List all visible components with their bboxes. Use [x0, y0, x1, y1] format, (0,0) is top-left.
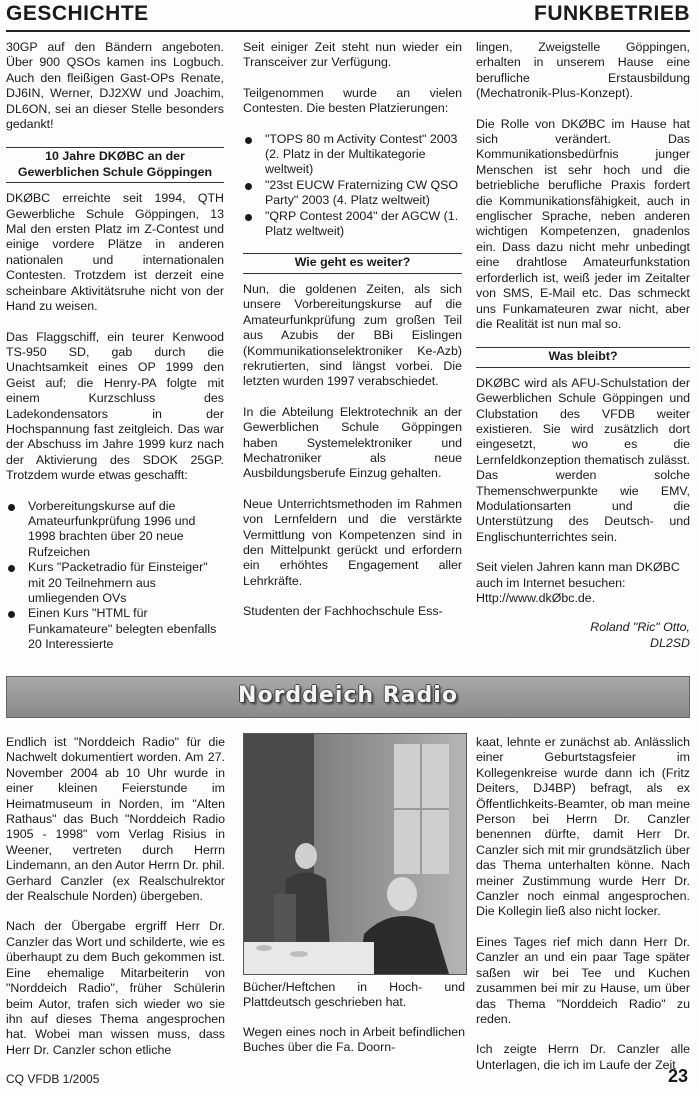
upper-column-2 — [243, 40, 462, 620]
list-item: "23st EUCW Fraternizing CW QSO Party" 2003 (4. Platz weltweit) — [243, 178, 462, 209]
lower-column-3 — [476, 735, 690, 1073]
footer-publication: CQ VFDB 1/2005 — [6, 1072, 100, 1086]
paragraph: Die Rolle von DKØBC im Hause hat sich verändert. Das Kommunikationsbedürfnis junger Menschen ist sehr hoch und die betriebliche berufliche Praxis fordert die Kommunikationsfähigkeit, auch in englischer Sprache, neben anderen wichtigen Kompetenzen, gnadenlos ein. Dass dazu nicht mehr unbedingt eine drahtlose Amateurfunkstation erforderlich ist, weiß jeder im Zeitalter von SMS, E-Mail etc. Das schmeckt uns Funkamateuren zwar nicht, aber die Realität ist nun mal so. — [476, 116, 690, 331]
heading-line: Gewerblichen Schule Göppingen — [17, 164, 213, 179]
paragraph: Wegen eines noch in Arbeit befindlichen Buches über die Fa. Doorn- — [243, 1024, 465, 1055]
section-heading — [6, 147, 224, 183]
paragraph: Seit einiger Zeit steht nun wieder ein Transceiver zur Verfügung. — [243, 40, 462, 70]
paragraph: Bücher/Heftchen in Hoch- und Plattdeutsch geschrieben hat. — [243, 980, 465, 1010]
bullet-list — [243, 132, 462, 240]
list-item: "QRP Contest 2004" der AGCW (1. Platz weltweit) — [243, 209, 462, 240]
author-signature: Roland "Ric" Otto, — [590, 620, 690, 635]
upper-column-3 — [476, 40, 690, 651]
list-item: Einen Kurs "HTML für Funkamateure" belegten ebenfalls 20 Interessierte — [6, 606, 224, 652]
heading-line: 10 Jahre DKØBC an der — [45, 149, 185, 164]
paragraph: Teilgenommen wurde an vielen Contesten. Die besten Platzierungen: — [243, 85, 462, 116]
list-item: "TOPS 80 m Activity Contest" 2003 (2. Platz in der Multikategorie weltweit) — [243, 132, 462, 178]
article-banner — [6, 676, 690, 718]
paragraph: DKØBC wird als AFU-Schulstation der Gewerblichen Schule Göppingen und Clubstation des VFDB weiter existieren. Sie wird zusätzlich dort eingesetzt, wo es die Lernfeldkonzeption thematisch zulässt. Das werden solche Themenschwerpunkte wie EMV, Modulationsarten und die Unterstützung des Deutsch- und Englischunterrichtes sein. — [476, 375, 690, 544]
paragraph: Nun, die goldenen Zeiten, als sich unsere Vorbereitungskurse auf die Amateurfunkprüfung zum großen Teil aus Azubis der BBi Eislingen (Kommunikationselektroniker Ke-Azb) rekrutierten, sind längst vorbei. Die letzten wurden 1997 verabschiedet. — [243, 281, 462, 389]
article-photo — [243, 733, 467, 975]
paragraph — [476, 560, 690, 606]
paragraph: kaat, lehnte er zunächst ab. Anlässlich einer Geburtstagsfeier im Kollegenkreise wurde dann ich (Fritz Deiters, DJ4BP) befragt, als ex Öffentlichkeits-Beamter, ob man meine Person bei Herrn Dr. Canzler benennen dürfte, damit Herr Dr. Canzler sich mit mir grundsätzlich über das Thema unterhalten könne. Nach meiner Zustimmung wurde Herr Dr. Canzler noch einmal angesprochen. Die Kollegin ließ also nicht locker. — [476, 735, 690, 919]
paragraph: Nach der Übergabe ergriff Herr Dr. Canzler das Wort und schilderte, wie es überhaupt zu dem Buch gekommen ist. Eine ehemalige Mitarbeiterin von "Norddeich Radio", früher Schülerin beim Autor, trafen sich wieder wo sie ihn auf dieses Thema angesprochen hat. Wobei man wissen muss, dass Herr Dr. Canzler schon etliche — [6, 919, 225, 1057]
lower-column-2 — [243, 980, 465, 1070]
paragraph: Studenten der Fachhochschule Ess- — [243, 604, 443, 619]
paragraph-text: Seit vielen Jahren kann man DKØBC auch im Internet besuchen: — [476, 560, 680, 590]
paragraph: In die Abteilung Elektrotechnik an der Gewerblichen Schule Göppingen haben Systemelektroniker und Mechatroniker als neue Ausbildungsberufe Einzug gehalten. — [243, 404, 462, 481]
page-number: 23 — [667, 1066, 688, 1086]
author-callsign: DL2SD — [650, 635, 690, 650]
section-heading: Wie geht es weiter? — [243, 253, 462, 273]
website-url: Http://www.dkØbc.de. — [476, 591, 596, 605]
section-title-right: FUNKBETRIEB — [534, 2, 690, 25]
upper-column-1 — [6, 40, 224, 667]
paragraph: Das Flaggschiff, ein teurer Kenwood TS-950 SD, gab durch die Unachtsamkeit eines OP 1999 den Geist auf; die Henry-PA folgte mit einem Kurzschluss des Ladekondensators in der Hochspannung fast zeitgleich. Das war der Abschuss im Jahre 1999 kurz nach der Aktivierung des SDOK 25GP. Trotzdem wurde etwas geschafft: — [6, 329, 224, 483]
lower-column-1 — [6, 735, 225, 1058]
section-heading: Was bleibt? — [476, 347, 690, 367]
paragraph: Endlich ist "Norddeich Radio" für die Nachwelt dokumentiert worden. Am 27. November 2004 ab 10 Uhr wurde in einer kleinen Feierstunde im Heimatmuseum in Norden, im "Alten Rathaus" das Buch "Norddeich Radio 1905 - 1998" vom Verlag Risius in Weener, vertreten durch Herrn Lindemann, an den Autor Herrn Dr. phil. Gerhard Canzler (ex Realschulrektor der Realschule Norden) übergeben. — [6, 735, 225, 904]
section-title-left: GESCHICHTE — [6, 2, 149, 25]
paragraph: Eines Tages rief mich dann Herr Dr. Canzler an und ein paar Tage später saßen wir bei Tee und Kuchen zusammen bei mir zu Hause, um über das Thema "Norddeich Radio" zu reden. — [476, 934, 690, 1026]
bullet-list — [6, 499, 224, 653]
paragraph: DKØBC erreichte seit 1994, QTH Gewerbliche Schule Göppingen, 13 Mal den ersten Platz im Z-Contest und einige vordere Plätze in anderen nationalen und internationalen Contesten. Trotzdem ist derzeit eine scheinbare Aktivitätsruhe nicht von der Hand zu weisen. — [6, 191, 224, 314]
photo-illustration — [244, 734, 466, 974]
header-rule — [6, 30, 690, 32]
list-item: Kurs "Packetradio für Einsteiger" mit 20 Teilnehmern aus umliegenden OVs — [6, 560, 224, 606]
paragraph: Neue Unterrichtsmethoden im Rahmen von Lernfeldern und die verstärkte Vermittlung von Kompetenzen sind in den Mittelpunkt gerückt und erfordern ein erhöhtes Engagement aller Lehrkräfte. — [243, 496, 462, 588]
list-item: Vorbereitungskurse auf die Amateurfunkprüfung 1996 und 1998 brachten über 20 neue Rufzeichen — [6, 499, 224, 561]
paragraph: 30GP auf den Bändern angeboten. Über 900 QSOs kamen ins Logbuch. Auch den fleißigen Gast-OPs Renate, DJ6IN, Werner, DJ2XW und Joachim, DL6ON, sei an dieser Stelle besonders gedankt! — [6, 40, 224, 132]
paragraph: lingen, Zweigstelle Göppingen, erhalten in unserem Hause eine berufliche Erstausbildung (Mechatronik-Plus-Konzept). — [476, 40, 690, 101]
article-title: Norddeich Radio — [238, 683, 458, 708]
paragraph: Ich zeigte Herrn Dr. Canzler alle Unterlagen, die ich im Laufe der Zeit — [476, 1042, 690, 1072]
